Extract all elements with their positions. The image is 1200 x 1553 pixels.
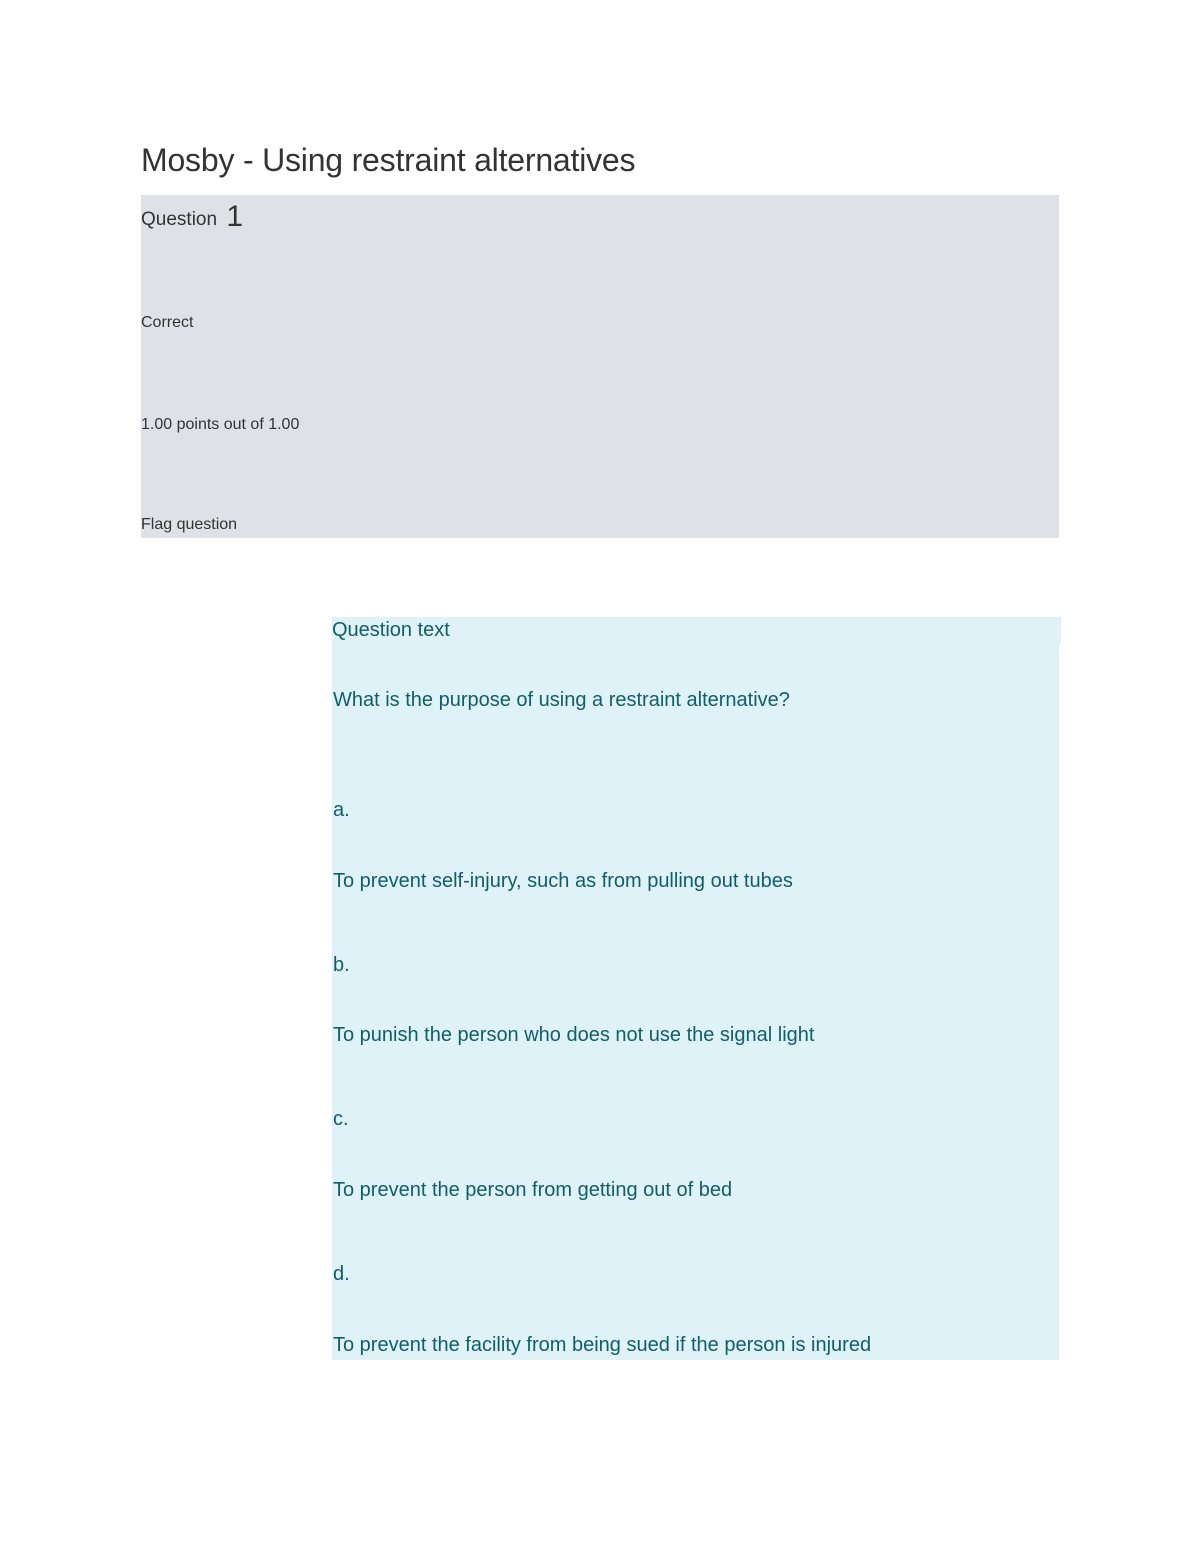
answer-text: To prevent the facility from being sued if the person is injured [333, 1334, 872, 1356]
question-grade: 1.00 points out of 1.00 [141, 416, 300, 433]
answer-letter: d. [333, 1263, 350, 1285]
answer-letter: c. [333, 1108, 349, 1130]
question-info-panel [141, 195, 1059, 538]
question-state: Correct [141, 314, 194, 331]
flag-question-link[interactable]: Flag question [141, 516, 238, 533]
page-title: Mosby - Using restraint alternatives [141, 142, 636, 178]
question-text: What is the purpose of using a restraint alternative? [333, 689, 790, 711]
question-formulation [332, 617, 1059, 1360]
answer-letter: a. [333, 799, 350, 821]
answer-text: To prevent the person from getting out of bed [333, 1179, 733, 1201]
question-heading [141, 195, 243, 242]
answer-letter: b. [333, 954, 350, 976]
answer-text: To prevent self-injury, such as from pulling out tubes [333, 870, 793, 892]
question-heading-label: Question [141, 209, 218, 230]
question-number: 1 [226, 200, 244, 233]
answer-text: To punish the person who does not use the signal light [333, 1024, 815, 1046]
question-text-label: Question text [332, 617, 1061, 644]
